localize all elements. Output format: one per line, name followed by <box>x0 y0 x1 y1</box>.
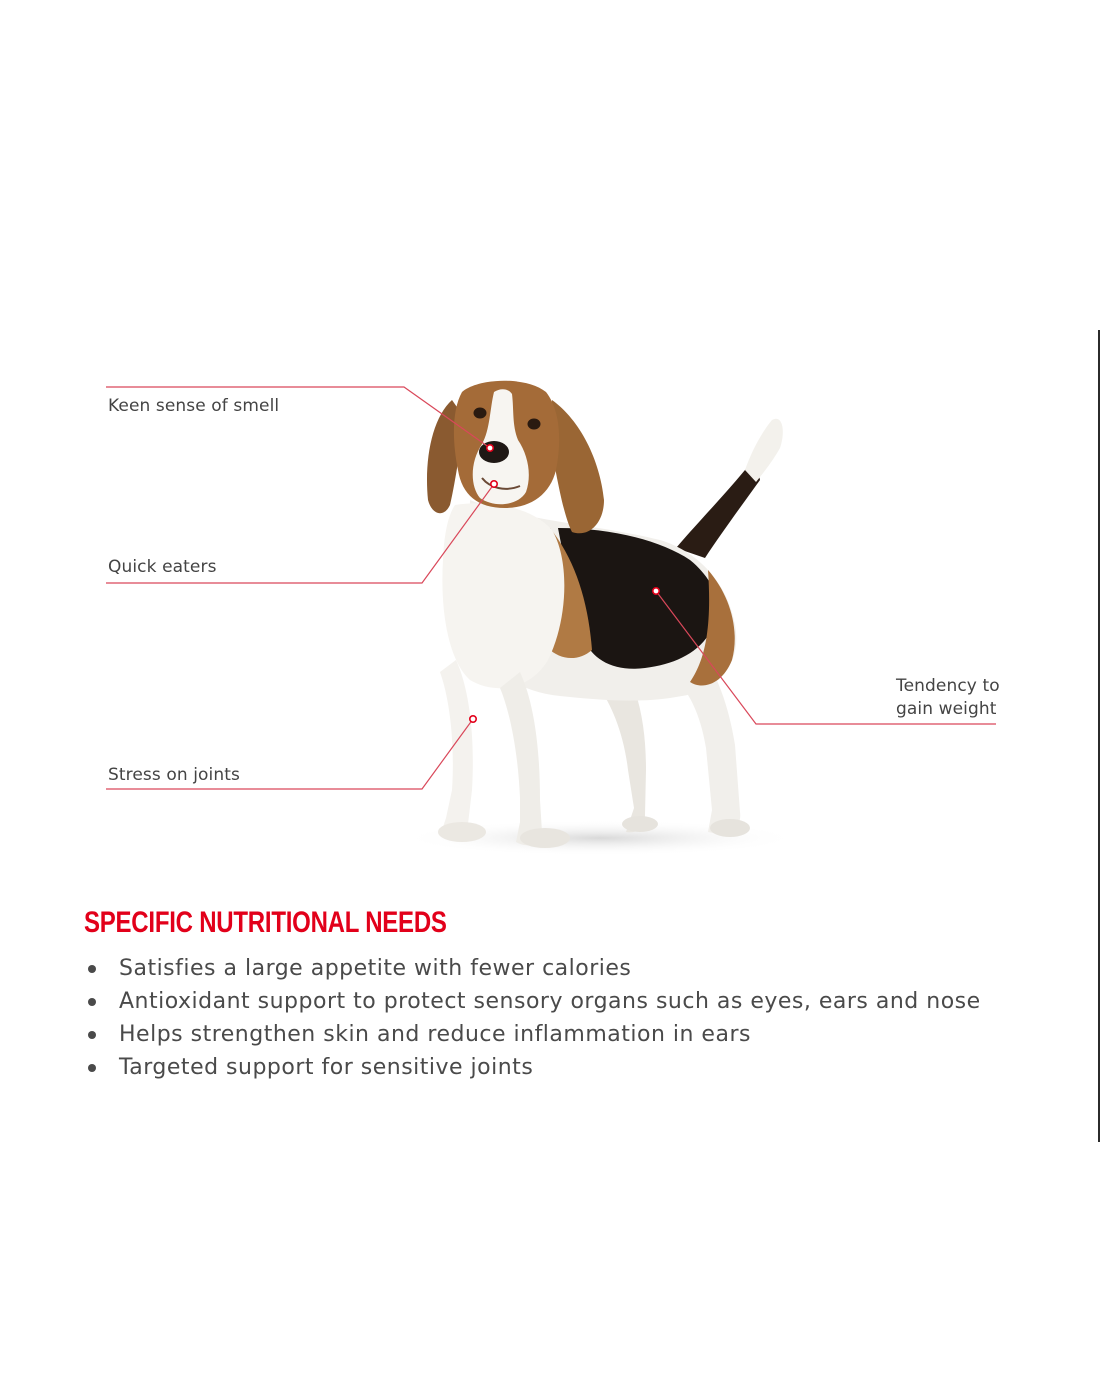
callout-label-eaters: Quick eaters <box>108 557 217 577</box>
callout-label-joints: Stress on joints <box>108 765 240 785</box>
dog-tail-tip <box>745 419 783 482</box>
dog-paw-front-right <box>520 828 570 848</box>
needs-item: Antioxidant support to protect sensory organs such as eyes, ears and nose <box>84 985 1044 1018</box>
dog-nose <box>479 441 509 463</box>
callout-dot-joints <box>470 716 476 722</box>
callout-label-weight: Tendency to gain weight <box>896 676 1000 719</box>
dog-paw-back-right <box>710 819 750 837</box>
needs-item: Satisfies a large appetite with fewer calories <box>84 952 1044 985</box>
dog-eye-right <box>528 419 541 430</box>
callout-label-smell: Keen sense of smell <box>108 396 280 416</box>
dog-paw-front-left <box>438 822 486 842</box>
callout-dot-eaters <box>491 481 497 487</box>
dog-front-leg-left <box>440 660 473 839</box>
callout-dot-weight <box>653 588 659 594</box>
dog-chest <box>442 503 564 688</box>
needs-item: Helps strengthen skin and reduce inflammation in ears <box>84 1018 1044 1051</box>
needs-item: Targeted support for sensitive joints <box>84 1051 1044 1084</box>
needs-list <box>84 952 1044 1084</box>
dog-paw-back-left <box>622 816 658 832</box>
dog-front-leg-right <box>500 672 542 845</box>
dog-eye-left <box>474 408 487 419</box>
beagle-dog <box>427 381 783 848</box>
callout-dot-smell <box>487 445 493 451</box>
needs-title: SPECIFIC NUTRITIONAL NEEDS <box>84 906 447 939</box>
